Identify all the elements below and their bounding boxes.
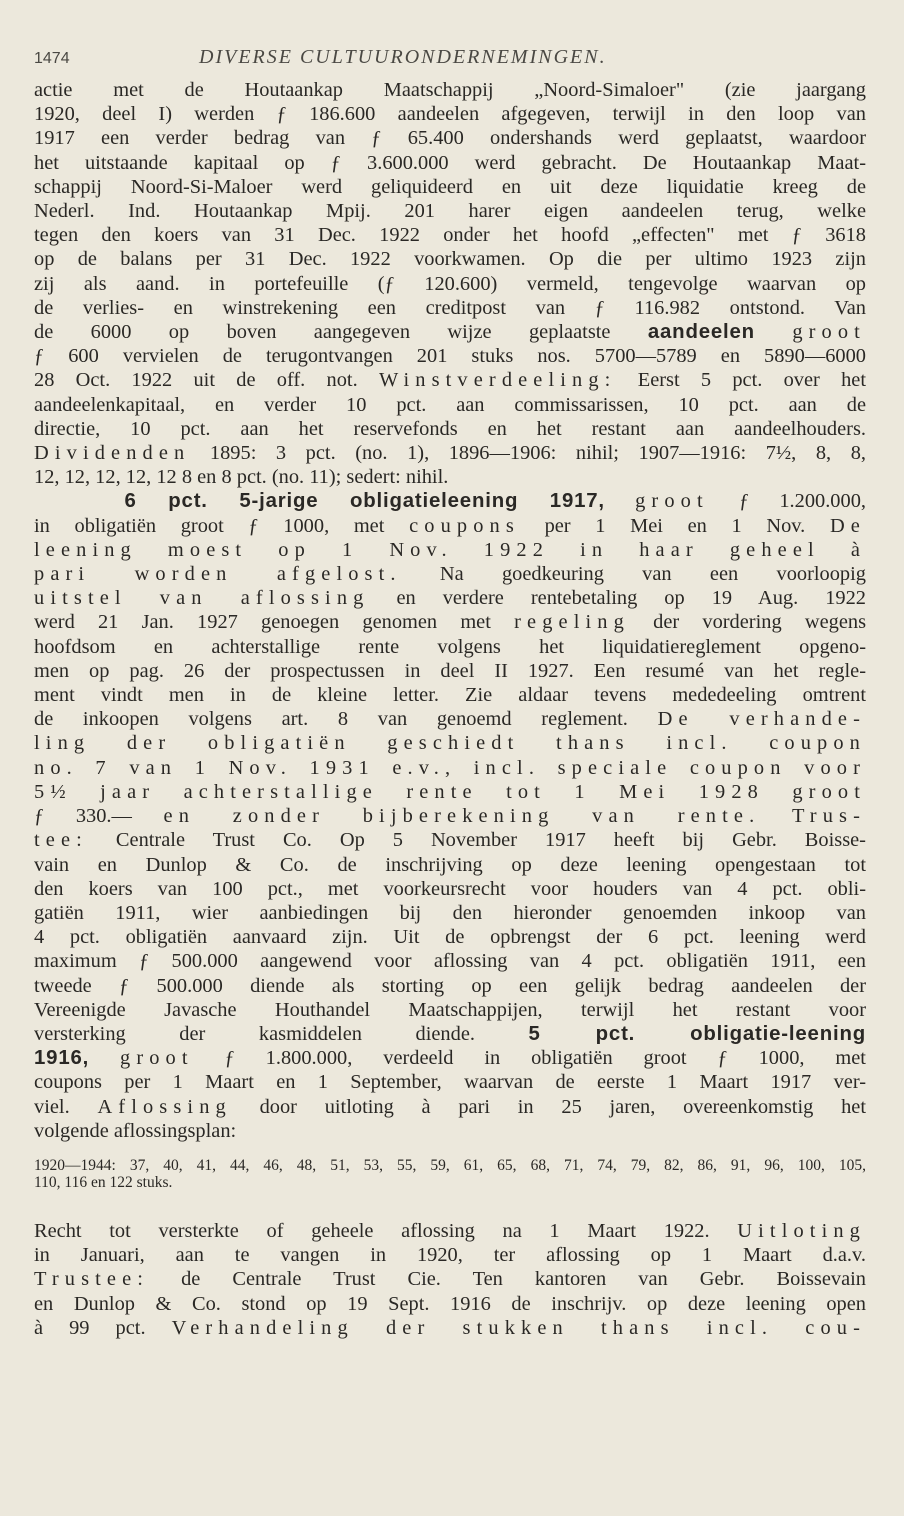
text-line: pari worden afgelost. Na goedkeuring van een voorloopig [34, 563, 866, 586]
text-line: de 6000 op boven aangegeven wijze geplaatste aandeelen groot [34, 321, 866, 344]
text-line: uitstel van aflossing en verdere rentebetaling op 19 Aug. 1922 [34, 587, 866, 610]
text-line: den koers van 100 pct., met voorkeursrecht voor houders van 4 pct. obli- [34, 877, 866, 900]
text-line: 4 pct. obligatiën aanvaard zijn. Uit de opbrengst der 6 pct. leening werd [34, 926, 866, 949]
text-line: men op pag. 26 der prospectussen in deel II 1927. Een resumé van het regle- [34, 659, 866, 682]
text-line: ƒ 330.— en zonder bijberekening van rente. Trus- [34, 805, 866, 828]
text-line: in Januari, aan te vangen in 1920, ter aflossing op 1 Maart d.a.v. [34, 1244, 866, 1267]
text-line: 1920, deel I) werden ƒ 186.600 aandeelen afgegeven, terwijl in den loop van [34, 103, 866, 126]
text-line: hoofdsom en achterstallige rente volgens het liquidatiereglement opgeno- [34, 635, 866, 658]
text-line: no. 7 van 1 Nov. 1931 e.v., incl. speciale coupon voor [34, 756, 866, 779]
text-line: 5½ jaar achterstallige rente tot 1 Mei 1928 groot [34, 780, 866, 803]
text-line: aandeelenkapitaal, en verder 10 pct. aan commissarissen, 10 pct. aan de [34, 393, 866, 416]
text-line: 12, 12, 12, 12, 12 8 en 8 pct. (no. 11); sedert: nihil. [34, 466, 449, 489]
text-line: werd 21 Jan. 1927 genoegen genomen met regeling der vordering wegens [34, 611, 866, 634]
text-line: de verlies- en winstrekening een creditpost van ƒ 116.982 ontstond. Van [34, 296, 866, 319]
text-line: zij als aand. in portefeuille (ƒ 120.600) vermeld, tengevolge waarvan op [34, 272, 866, 295]
schedule-line: 110, 116 en 122 stuks. [34, 1173, 173, 1191]
text-line: tweede ƒ 500.000 diende als storting op een gelijk bedrag aandeelen der [34, 974, 866, 997]
running-title: DIVERSE CULTUURONDERNEMINGEN. [199, 46, 607, 68]
text-line: à 99 pct. Verhandeling der stukken thans incl. cou- [34, 1316, 866, 1339]
text-line: maximum ƒ 500.000 aangewend voor aflossing van 4 pct. obligatiën 1911, een [34, 950, 866, 973]
text-line: Dividenden 1895: 3 pct. (no. 1), 1896—1906: nihil; 1907—1916: 7½, 8, 8, [34, 442, 866, 465]
text-line: de inkoopen volgens art. 8 van genoemd reglement. De verhande- [34, 708, 866, 731]
text-line: gatiën 1911, wier aanbiedingen bij den hieronder genoemden inkoop van [34, 901, 866, 924]
text-line: viel. Aflossing door uitloting à pari in 25 jaren, overeenkomstig het [34, 1095, 866, 1118]
section-heading: 5 pct. obligatie-leening [528, 1022, 866, 1045]
main-text [34, 78, 866, 1143]
text-line: actie met de Houtaankap Maatschappij „Noord-Simaloer" (zie jaargang [34, 79, 866, 101]
text-line: schappij Noord-Si-Maloer werd geliquideerd en uit deze liquidatie kreeg de [34, 175, 866, 198]
text-line: 6 pct. 5-jarige obligatieleening 1917, groot ƒ 1.200.000, [124, 490, 866, 513]
text-line: 1916, groot ƒ 1.800.000, verdeeld in obligatiën groot ƒ 1000, met [34, 1047, 866, 1070]
section-heading: 6 pct. 5-jarige obligatieleening 1917, [124, 490, 605, 513]
text-line: op de balans per 31 Dec. 1922 voorkwamen. Op die per ultimo 1923 zijn [34, 248, 866, 271]
text-line: het uitstaande kapitaal op ƒ 3.600.000 werd gebracht. De Houtaankap Maat- [34, 151, 866, 174]
continuation-text [34, 1219, 866, 1340]
text-line: ling der obligatiën geschiedt thans incl. coupon [34, 732, 866, 755]
text-line: Recht tot versterkte of geheele aflossing na 1 Maart 1922. Uitloting [34, 1219, 866, 1242]
page-number: 1474 [34, 50, 70, 67]
text-line: directie, 10 pct. aan het reservefonds en het restant aan aandeelhouders. [34, 417, 866, 440]
text-line: coupons per 1 Maart en 1 September, waarvan de eerste 1 Maart 1917 ver- [34, 1071, 866, 1094]
text-line: en Dunlop & Co. stond op 19 Sept. 1916 de inschrijv. op deze leening open [34, 1292, 866, 1315]
text-line: vain en Dunlop & Co. de inschrijving op deze leening opengestaan tot [34, 853, 866, 876]
redemption-schedule [34, 1157, 866, 1191]
text-line: Vereenigde Javasche Houthandel Maatschappijen, terwijl het restant voor [34, 998, 866, 1021]
page-header [34, 46, 866, 78]
text-line: Trustee: de Centrale Trust Cie. Ten kantoren van Gebr. Boissevain [34, 1268, 866, 1291]
section-heading: aandeelen [647, 321, 755, 344]
text-line: leening moest op 1 Nov. 1922 in haar geheel à [34, 538, 866, 561]
text-line: volgende aflossingsplan: [34, 1119, 237, 1142]
text-line: ment vindt men in de kleine letter. Zie aldaar tevens mededeeling omtrent [34, 684, 866, 707]
text-line: 1917 een verder bedrag van ƒ 65.400 ondershands werd geplaatst, waardoor [34, 127, 866, 150]
text-line: Nederl. Ind. Houtaankap Mpij. 201 harer eigen aandeelen terug, welke [34, 200, 866, 223]
text-line: ƒ 600 vervielen de terugontvangen 201 stuks nos. 5700—5789 en 5890—6000 [34, 345, 866, 368]
text-line: versterking der kasmiddelen diende. 5 pct. obligatie-leening [34, 1022, 866, 1045]
text-line: tegen den koers van 31 Dec. 1922 onder het hoofd „effecten" met ƒ 3618 [34, 224, 866, 247]
spaced-term: Dividenden [34, 442, 191, 465]
schedule-line: 1920—1944: 37, 40, 41, 44, 46, 48, 51, 53, 55, 59, 61, 65, 68, 71, 74, 79, 82, 86, 91, 96, 100, 105, [34, 1156, 866, 1174]
text-line: 28 Oct. 1922 uit de off. not. Winstverdeeling: Eerst 5 pct. over het [34, 369, 866, 392]
text-line: in obligatiën groot ƒ 1000, met coupons per 1 Mei en 1 Nov. De [34, 514, 866, 537]
spaced-term: Winstverdeeling: [378, 369, 617, 392]
text-line: tee: Centrale Trust Co. Op 5 November 1917 heeft bij Gebr. Boisse- [34, 829, 866, 852]
